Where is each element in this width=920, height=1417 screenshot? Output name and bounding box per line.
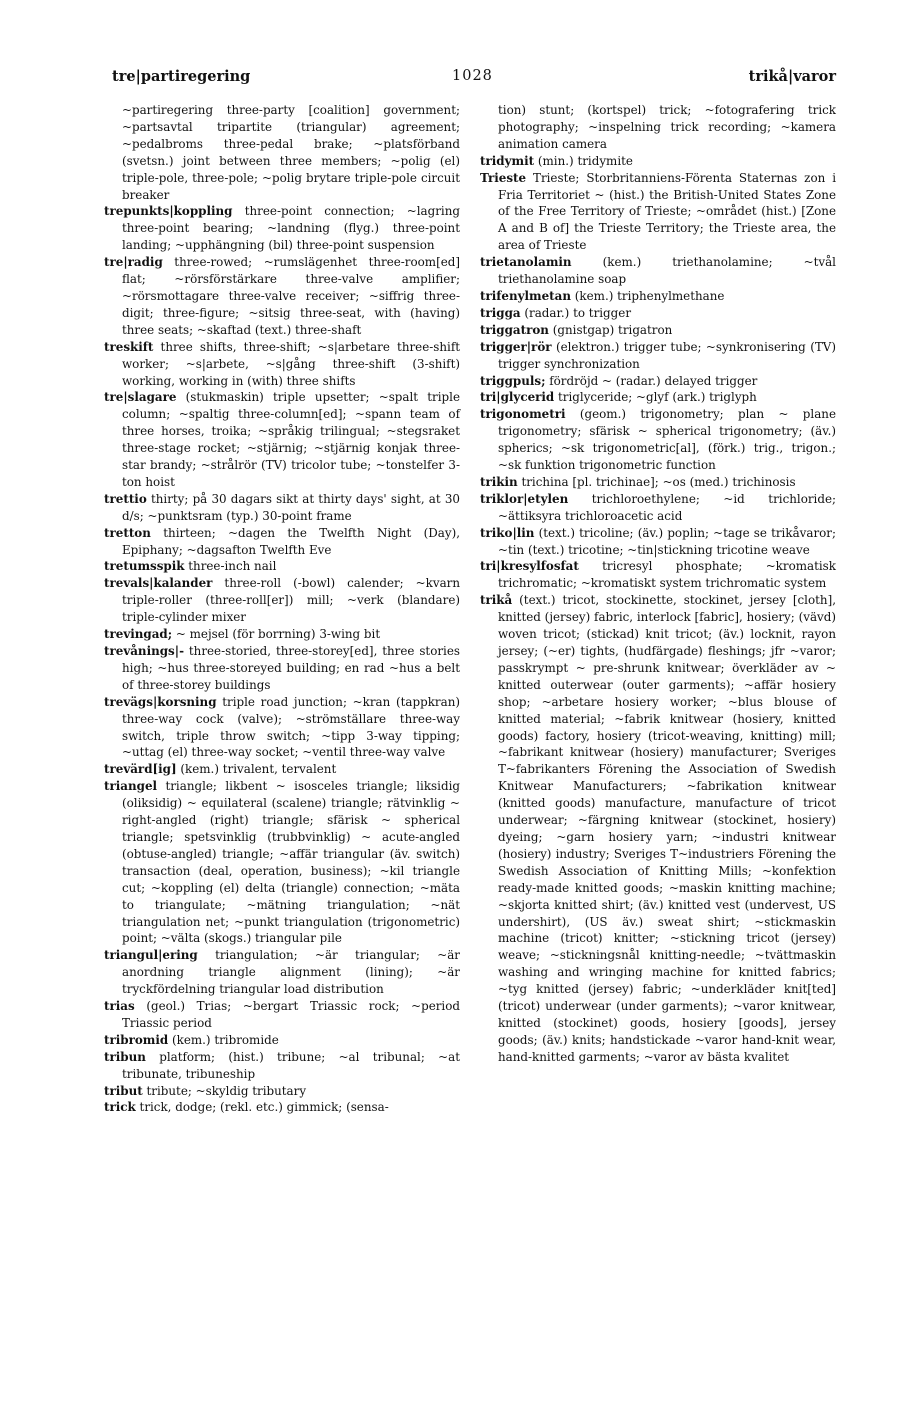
dictionary-entry: triangel triangle; likbent ~ isosceles triangle; liksidig (oliksidig) ~ equilateral (scalene) triangle; rätvinklig ~ right-angled (right) triangle; sfärisk ~ spherical triangle; spetsvinklig (trubbvinklig) ~ acute-angled (obtuse-angled) triangle; ~affär triangular (äv. switch) transaction (deal, operation, business); ~kil triangle cut; ~koppling (el) delta (triangle) connection; ~mäta to triangulate; ~mätning triangulation; ~nät triangulation net; ~punkt triangulation (trigonometric) point; ~välta (skogs.) triangular pile — [104, 779, 460, 946]
dictionary-entry: tre|slagare (stukmaskin) triple upsetter; ~spalt triple column; ~spaltig three-column[ed]; ~spann team of three horses, troika; ~språkig trilingual; ~stegsraket three-stage rocket; ~stjärnig; ~stjärnig konjak three-star brandy; ~strålrör (TV) tricolor tube; ~tonstelfer 3-ton hoist — [104, 390, 460, 489]
dictionary-entry: trigger|rör (elektron.) trigger tube; ~synkronisering (TV) trigger synchronization — [480, 339, 836, 371]
right-column — [480, 102, 836, 1066]
dictionary-entry: tribun platform; (hist.) tribune; ~al tribunal; ~at tribunate, tribuneship — [104, 1049, 460, 1081]
left-column — [104, 102, 460, 1116]
dictionary-entry: tribromid (kem.) tribromide — [104, 1032, 279, 1047]
page-number: 1028 — [452, 68, 493, 84]
dictionary-entry: trevånings|- three-storied, three-storey[ed], three stories high; ~hus three-storeyed building; en rad ~hus a belt of three-storey buildings — [104, 644, 460, 692]
dictionary-entry: trietanolamin (kem.) triethanolamine; ~tvål triethanolamine soap — [480, 255, 836, 287]
dictionary-entry: treskift three shifts, three-shift; ~s|arbetare three-shift worker; ~s|arbete, ~s|gång three-shift (3-shift) working, working in (with) three shifts — [104, 339, 460, 388]
dictionary-entry: trevärd[ig] (kem.) trivalent, tervalent — [104, 762, 337, 777]
dictionary-entry: triko|lin (text.) tricoline; (äv.) poplin; ~tage se trikåvaror; ~tin (text.) tricotine; ~tin|stickning tricotine weave — [480, 525, 836, 557]
dictionary-entry: trepunkts|koppling three-point connection; ~lagring three-point bearing; ~landning (flyg.) three-point landing; ~upphängning (bil) three-point suspension — [104, 204, 460, 253]
dictionary-entry: trevägs|korsning triple road junction; ~kran (tappkran) three-way cock (valve); ~strömställare three-way switch, triple throw switch; ~tipp 3-way tipping; ~uttag (el) three-way socket; ~ventil three-way valve — [104, 694, 460, 760]
dictionary-entry: tridymit (min.) tridymite — [480, 153, 633, 168]
dictionary-entry: trevals|kalander three-roll (-bowl) calender; ~kvarn triple-roller (three-roll[er]) mill; ~verk (blandare) triple-cylinder mixer — [104, 576, 460, 625]
dictionary-entry: trifenylmetan (kem.) triphenylmethane — [480, 288, 725, 303]
dictionary-entry: triangul|ering triangulation; ~är triangular; ~är anordning triangle alignment (lining); ~är tryckfördelning triangular load distribution — [104, 948, 460, 997]
dictionary-entry: tre|radig three-rowed; ~rumslägenhet three-room[ed] flat; ~rörsförstärkare three-valve amplifier; ~rörsmottagare three-valve receiver; ~siffrig three-digit; three-figure; ~sitsig three-seat, with (having) three seats; ~skaftad (text.) three-shaft — [104, 255, 460, 337]
dictionary-entry: triggpuls; fördröjd ~ (radar.) delayed trigger — [480, 373, 758, 388]
dictionary-entry: trias (geol.) Trias; ~bergart Triassic rock; ~period Triassic period — [104, 999, 460, 1030]
right-guide-word: trikå|varor — [748, 68, 836, 85]
dictionary-entry: trigonometri (geom.) trigonometry; plan ~ plane trigonometry; sfärisk ~ spherical trigonometry; (äv.) spherics; ~sk trigonometric[al], (förk.) trig., trigon.; ~sk funktion trigonometric function — [480, 407, 836, 473]
dictionary-entry: tretumsspik three-inch nail — [104, 559, 277, 574]
dictionary-entry: triggatron (gnistgap) trigatron — [480, 322, 673, 337]
dictionary-entry: triklor|etylen trichloroethylene; ~id trichloride; ~ättiksyra trichloroacetic acid — [480, 491, 836, 523]
dictionary-entry: trevingad; ~ mejsel (för borrning) 3-wing bit — [104, 627, 381, 642]
dictionary-entry: tri|kresylfosfat tricresyl phosphate; ~kromatisk trichromatic; ~kromatiskt system trichromatic system — [480, 559, 836, 591]
dictionary-entry: trikin trichina [pl. trichinae]; ~os (med.) trichinosis — [480, 474, 796, 489]
dictionary-entry: ~partiregering three-party [coalition] government; ~partsavtal tripartite (triangular) agreement; ~pedalbroms three-pedal brake; ~platsförband (svetsn.) joint between three members; ~polig (el) triple-pole, three-pole; ~polig brytare triple-pole circuit breaker — [122, 103, 460, 202]
dictionary-entry: tri|glycerid triglyceride; ~glyf (ark.) triglyph — [480, 390, 757, 405]
dictionary-entry: trigga (radar.) to trigger — [480, 305, 632, 320]
dictionary-entry: tribut tribute; ~skyldig tributary — [104, 1083, 307, 1098]
dictionary-entry: trettio thirty; på 30 dagars sikt at thirty days' sight, at 30 d/s; ~punktsram (typ.) 30-point frame — [104, 491, 460, 523]
dictionary-entry: tion) stunt; (kortspel) trick; ~fotografering trick photography; ~inspelning trick recording; ~kamera animation camera — [498, 103, 836, 151]
dictionary-entry: Trieste Trieste; Storbritanniens-Förenta Staternas zon i Fria Territoriet ~ (hist.) the British-United States Zone of the Free Territory of Trieste; ~området (hist.) [Zone A and B of] the Trieste Territory; the Trieste area, the area of Trieste — [480, 170, 836, 253]
dictionary-entry: trick trick, dodge; (rekl. etc.) gimmick; (sensa- — [104, 1100, 389, 1115]
left-guide-word: tre|partiregering — [112, 68, 251, 85]
dictionary-entry: trikå (text.) tricot, stockinette, stockinet, jersey [cloth], knitted (jersey) fabric, interlock [fabric], hosiery; (vävd) woven tricot; (stickad) knit tricot; (äv.) locknit, rayon jersey; (~er) tights, (hudfärgade) fleshings; jfr ~varor; passkrympt ~ pre-shrunk knitwear; överkläder av ~ knitted outerwear (outer garments); ~affär hosiery shop; ~arbetare hosiery worker; ~blus blouse of knitted material; ~fabrik knitwear (hosiery, knitted goods) factory, hosiery (tricot-weaving, knitting) mill; ~fabrikant knitwear (hosiery) manufacturer; Sveriges T~fabrikanters Förening the Association of Swedish Knitwear Manufacturers; ~fabrikation knitwear (knitted goods) manufacture, manufacture of tricot underwear; ~färgning knitwear (stockinet, hosiery) dyeing; ~garn hosiery yarn; ~industri knitwear (hosiery) industry; Sveriges T~industriers Förening the Swedish Association of Knitting Mills; ~konfektion ready-made knitted goods; ~maskin knitting machine; ~skjorta knitted shirt; (äv.) knitted vest (undervest, US undershirt), (US äv.) sweat shirt; ~stickmaskin machine (tricot) knitter; ~stickning tricot (jersey) weave; ~stickningsnål knitting-needle; ~tvättmaskin washing and wringing machine for knitted fabrics; ~tyg knitted (jersey) fabric; ~underkläder knit[ted] (tricot) underwear (under garments); ~varor knitwear, knitted (stockinet) goods, hosiery [goods], jersey goods; (äv.) knits; handstickade ~varor hand-knit wear, hand-knitted garments; ~varor av bästa kvalitet — [480, 593, 836, 1064]
dictionary-entry: tretton thirteen; ~dagen the Twelfth Night (Day), Epiphany; ~dagsafton Twelfth Eve — [104, 525, 460, 557]
